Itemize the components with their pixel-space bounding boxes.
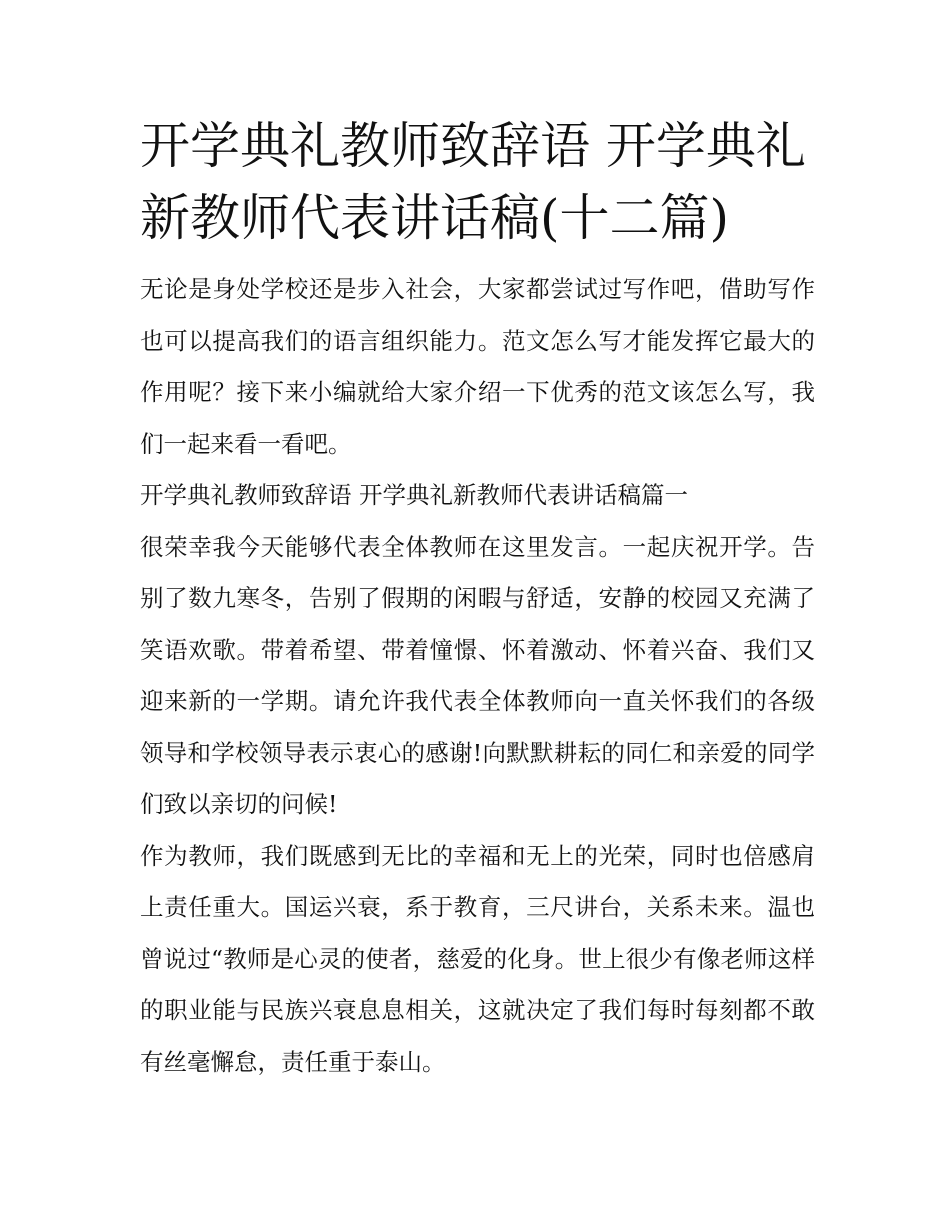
document-body — [140, 110, 815, 1088]
title-line-2: 新教师代表讲话稿(十二篇) — [140, 189, 730, 247]
document-title — [140, 110, 815, 254]
body-paragraph-2: 作为教师，我们既感到无比的幸福和无上的光荣，同时也倍感肩上责任重大。国运兴衰，系于教育，三尺讲台，关系未来。温也曾说过“教师是心灵的使者，慈爱的化身。世上很少有像老师这样的职业能与民族兴衰息息相关，这就决定了我们每时每刻都不敢有丝毫懈怠，责任重于泰山。 — [140, 841, 815, 1076]
intro-paragraph: 无论是身处学校还是步入社会，大家都尝试过写作吧，借助写作也可以提高我们的语言组织能力。范文怎么写才能发挥它最大的作用呢？接下来小编就给大家介绍一下优秀的范文该怎么写，我们一起来看一看吧。 — [140, 275, 815, 458]
section-heading: 开学典礼教师致辞语 开学典礼新教师代表讲话稿篇一 — [140, 481, 688, 509]
body-paragraph-1: 很荣幸我今天能够代表全体教师在这里发言。一起庆祝开学。告别了数九寒冬，告别了假期的闲暇与舒适，安静的校园又充满了笑语欢歌。带着希望、带着憧憬、怀着激动、怀着兴奋、我们又迎来新的一学期。请允许我代表全体教师向一直关怀我们的各级领导和学校领导表示衷心的感谢!向默默耕耘的同仁和亲爱的同学们致以亲切的问候! — [140, 532, 815, 818]
title-line-1: 开学典礼教师致辞语 开学典礼 — [140, 117, 806, 175]
